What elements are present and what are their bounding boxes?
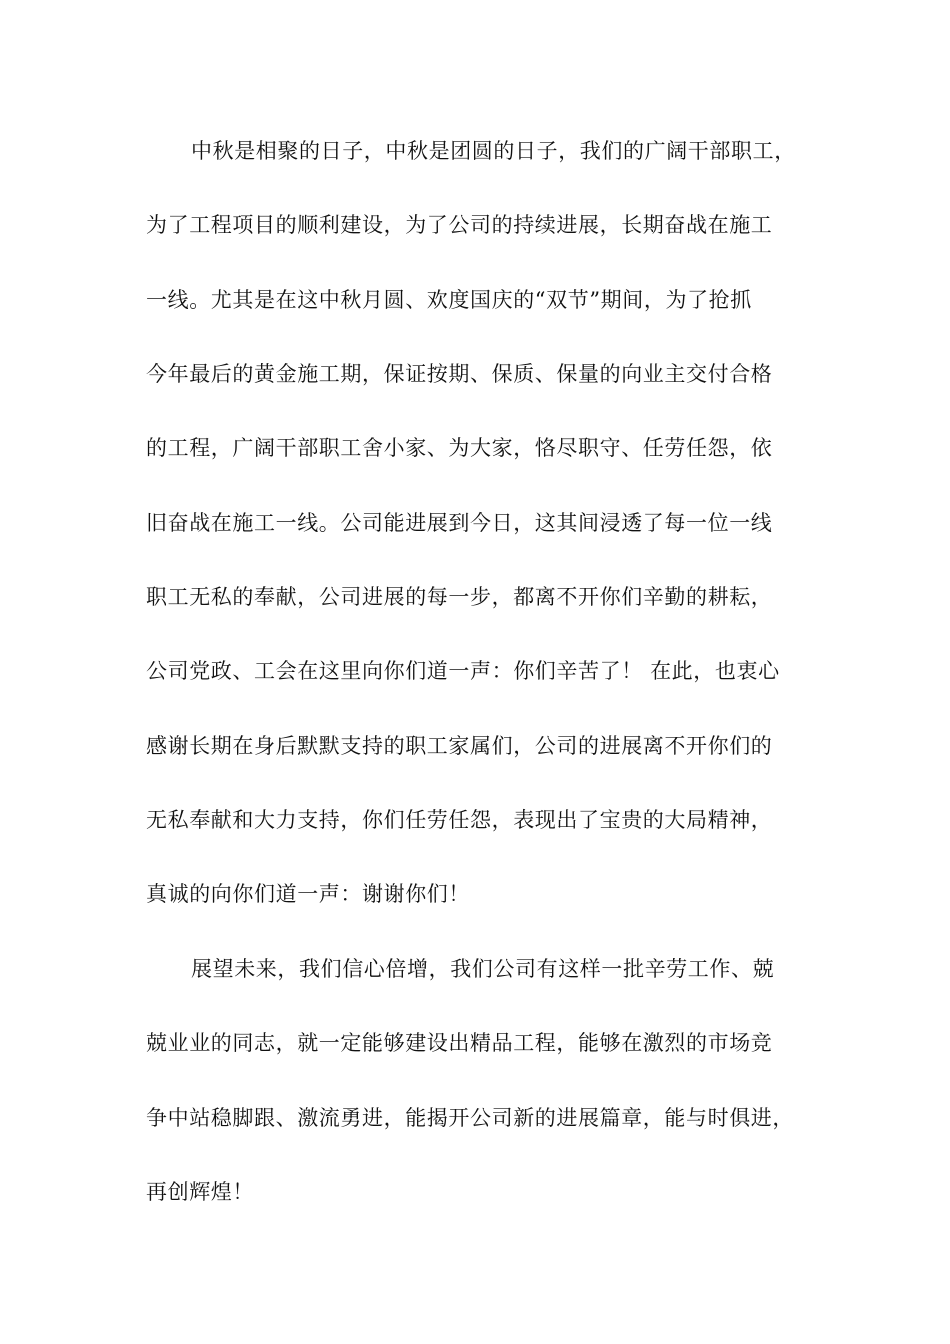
paragraph-2-line-2: 兢业业的同志，就一定能够建设出精品工程，能够在激烈的市场竞 [146,1031,773,1055]
paragraph-1-line-4: 今年最后的黄金施工期，保证按期、保质、保量的向业主交付合格 [146,362,773,386]
paragraph-1-line-1: 中秋是相聚的日子，中秋是团圆的日子，我们的广阔干部职工， [191,139,796,163]
paragraph-1-line-6: 旧奋战在施工一线。公司能进展到今日，这其间浸透了每一位一线 [146,511,773,535]
paragraph-2-line-4: 再创辉煌！ [146,1180,254,1204]
paragraph-1-line-5: 的工程，广阔干部职工舍小家、为大家，恪尽职守、任劳任怨，依 [146,436,773,460]
paragraph-2-line-3: 争中站稳脚跟、激流勇进，能揭开公司新的进展篇章，能与时俱进， [146,1106,794,1130]
paragraph-2-line-1: 展望未来，我们信心倍增，我们公司有这样一批辛劳工作、兢 [191,957,775,981]
paragraph-1-line-7: 职工无私的奉献，公司进展的每一步，都离不开你们辛勤的耕耘， [146,585,773,609]
paragraph-1-line-9: 感谢长期在身后默默支持的职工家属们，公司的进展离不开你们的 [146,734,773,758]
paragraph-1-line-2: 为了工程项目的顺利建设，为了公司的持续进展，长期奋战在施工 [146,213,773,237]
paragraph-1-line-3: 一线。尤其是在这中秋月圆、欢度国庆的“双节”期间，为了抢抓 [146,288,752,312]
paragraph-1-line-10: 无私奉献和大力支持，你们任劳任怨，表现出了宝贵的大局精神， [146,808,773,832]
paragraph-1-line-11: 真诚的向你们道一声：谢谢你们！ [146,882,470,906]
paragraph-1-line-8: 公司党政、工会在这里向你们道一声：你们辛苦了！ 在此，也衷心 [146,659,780,683]
